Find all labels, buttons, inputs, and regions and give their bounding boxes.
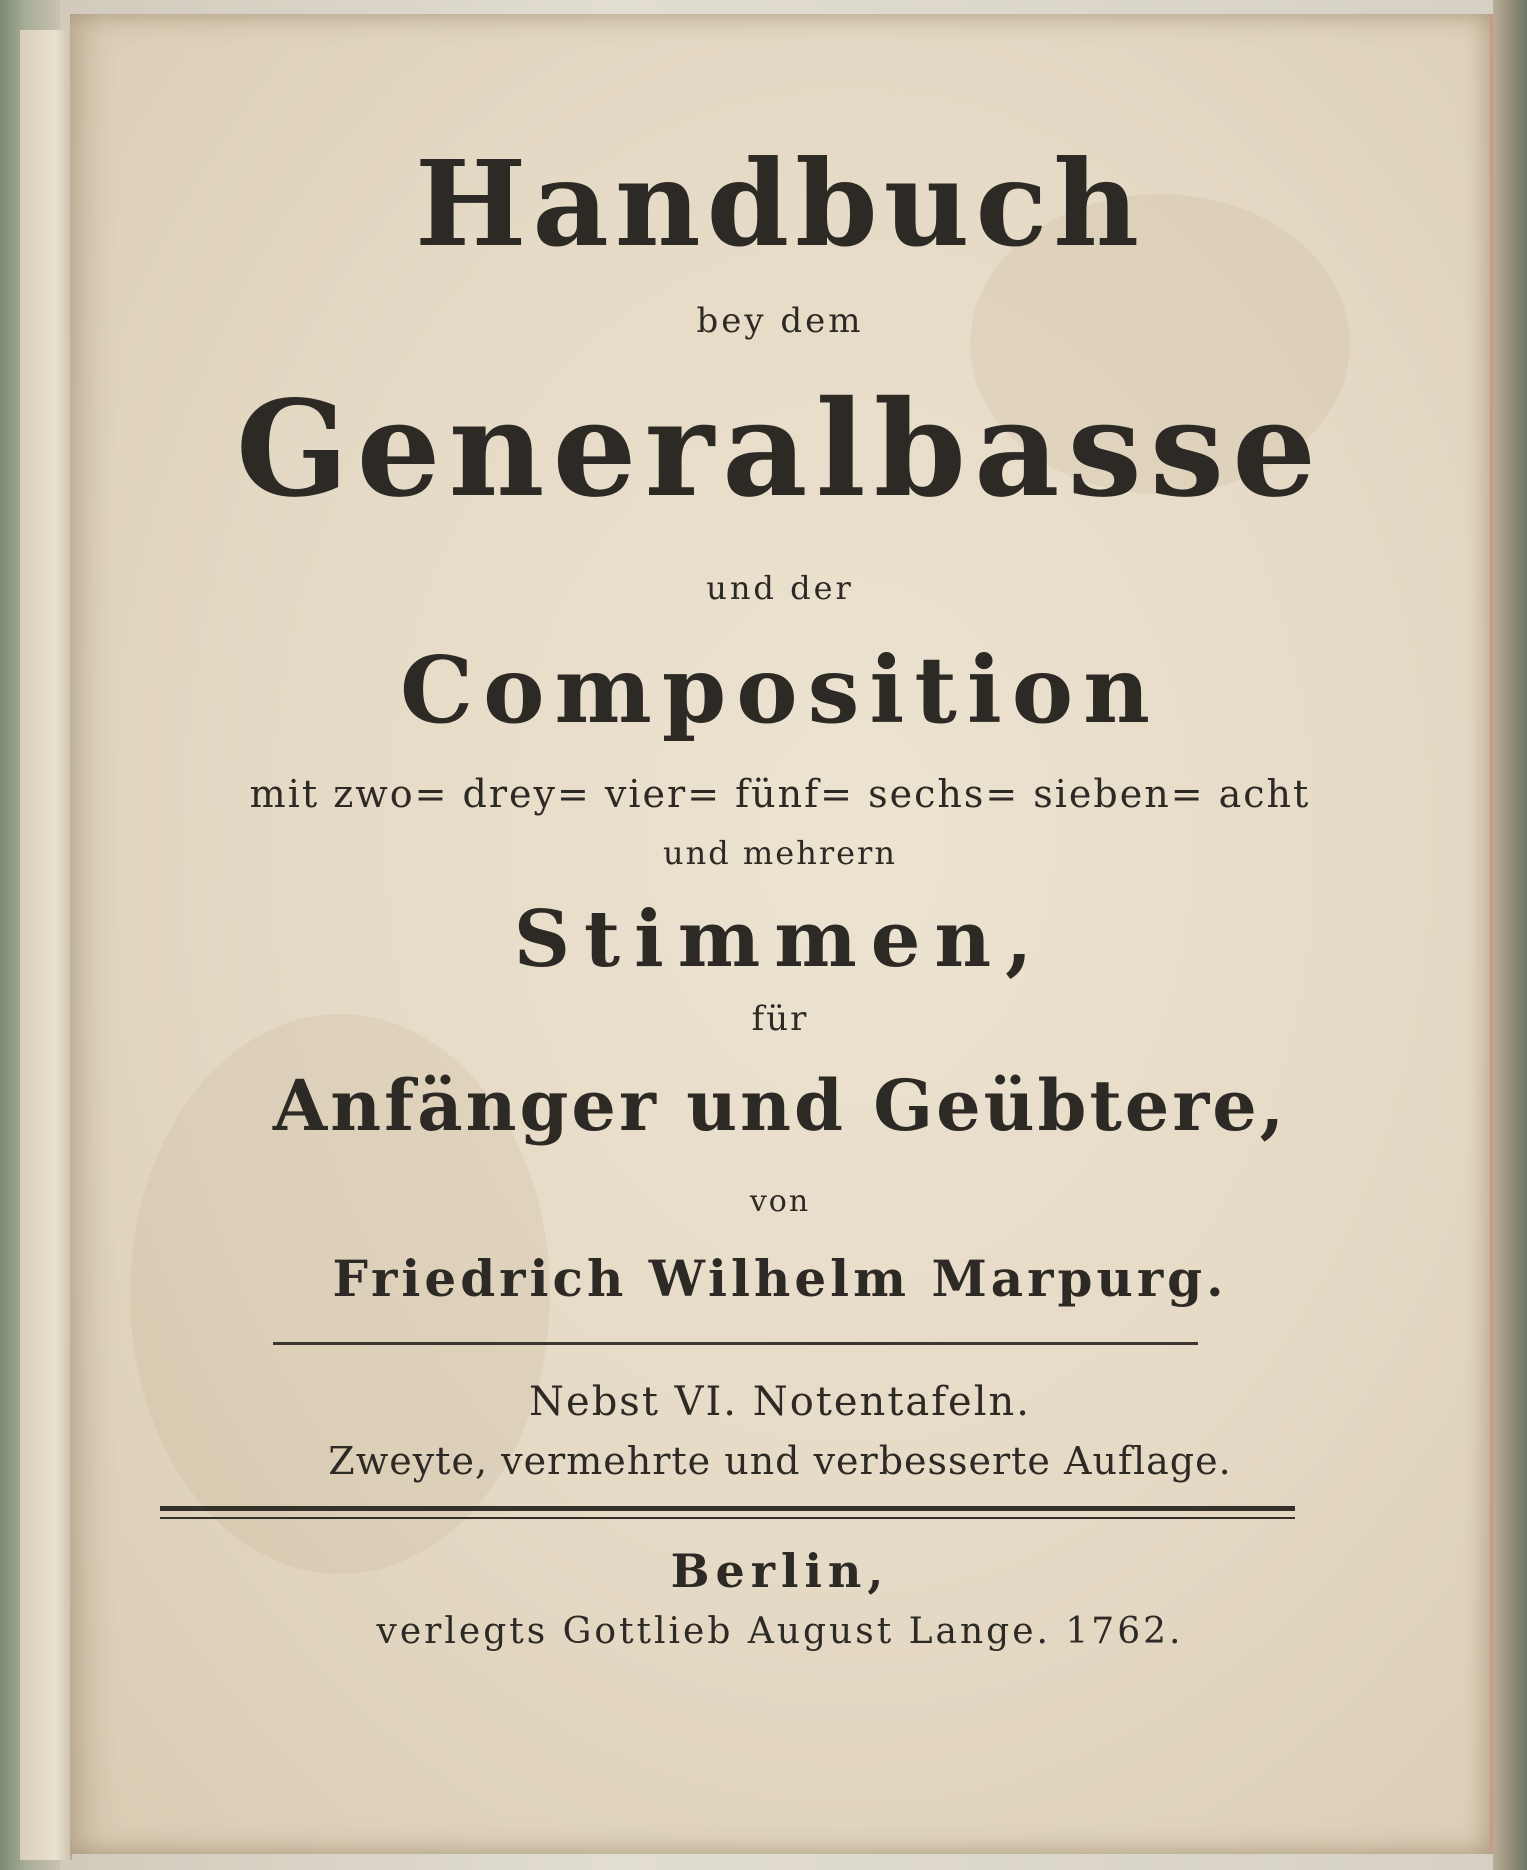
publication-city: Berlin,	[670, 1544, 890, 1598]
subtitle-fuer: für	[751, 999, 809, 1039]
note-edition: Zweyte, vermehrte und verbesserte Auflage.	[328, 1439, 1232, 1483]
title-generalbasse: Generalbasse	[235, 372, 1325, 527]
publisher-imprint: verlegts Gottlieb August Lange. 1762.	[376, 1611, 1184, 1652]
subtitle-voice-counts: mit zwo= drey= vier= fünf= sechs= sieben= acht	[249, 772, 1311, 816]
title-composition: Composition	[399, 636, 1161, 744]
subtitle-bey-dem: bey dem	[696, 301, 864, 341]
subtitle-von: von	[749, 1184, 811, 1219]
note-notentafeln: Nebst VI. Notentafeln.	[529, 1379, 1031, 1425]
title-page	[70, 14, 1493, 1854]
endpaper-edge	[20, 30, 72, 1860]
subtitle-und-der: und der	[706, 569, 854, 607]
double-rule-thin	[160, 1517, 1295, 1519]
title-handbuch: Handbuch	[414, 134, 1146, 273]
subtitle-und-mehrern: und mehrern	[663, 834, 897, 872]
divider-rule	[273, 1342, 1198, 1345]
book-binding-right	[1493, 0, 1527, 1870]
title-stimmen: Stimmen,	[513, 894, 1047, 985]
title-anfaenger: Anfänger und Geübtere,	[272, 1064, 1288, 1147]
double-rule-thick	[160, 1506, 1295, 1511]
author-name: Friedrich Wilhelm Marpurg.	[332, 1249, 1228, 1308]
